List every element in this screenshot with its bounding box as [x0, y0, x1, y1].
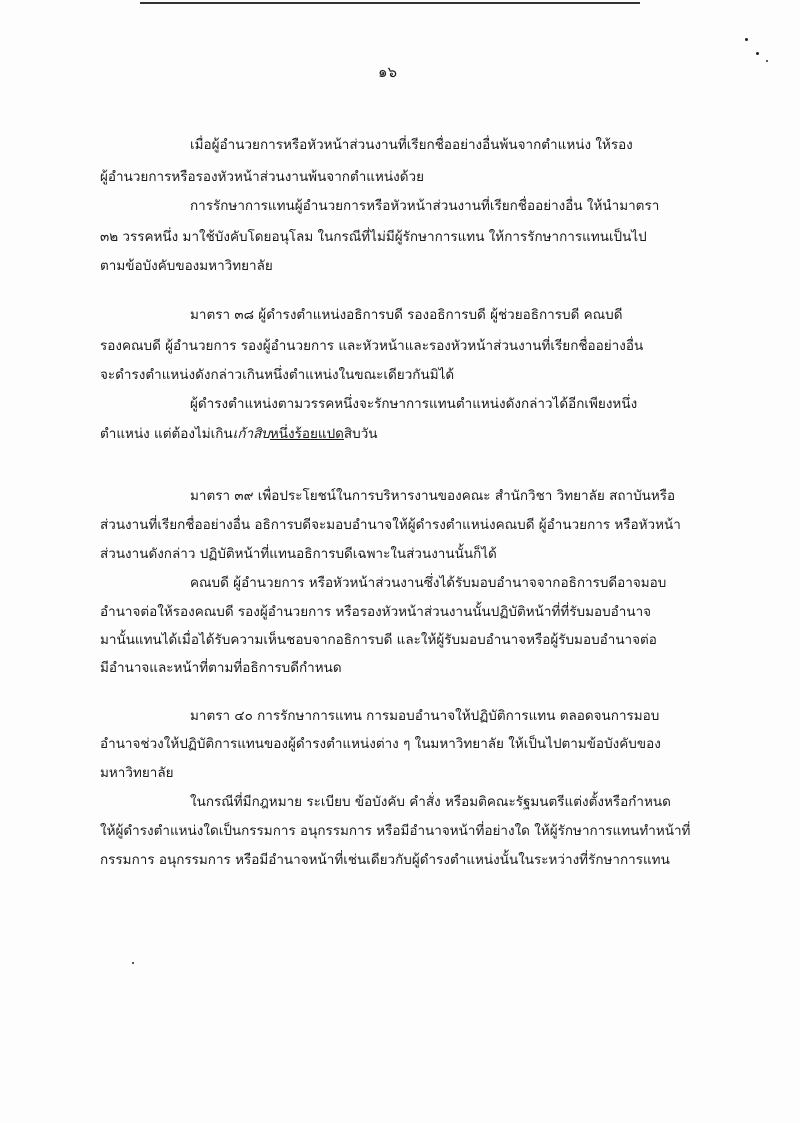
text-line: จะดำรงตำแหน่งดังกล่าวเกินหนึ่งตำแหน่งในขณะเดียวกันมิได้ [100, 367, 455, 383]
amended-text-line [100, 428, 378, 442]
section-38-line: มาตรา ๓๘ ผู้ดำรงตำแหน่งอธิการบดี รองอธิการบดี ผู้ช่วยอธิการบดี คณบดี [190, 307, 623, 323]
text-line: กรรมการ อนุกรรมการ หรือมีอำนาจหน้าที่เช่นเดียวกับผู้ดำรงตำแหน่งนั้นในระหว่างที่รักษาการแทน [100, 852, 670, 868]
text-line: ๓๒ วรรคหนึ่ง มาใช้บังคับโดยอนุโลม ในกรณีที่ไม่มีผู้รักษาการแทน ให้การรักษาการแทนเป็นไป [100, 229, 647, 245]
page-number: ๑๖ [378, 63, 398, 81]
amended-before: ตำแหน่ง แต่ต้องไม่เกิน [100, 426, 233, 442]
scan-speck [132, 962, 134, 964]
top-scan-rule [140, 2, 640, 4]
struck-text: เก้าสิบ [232, 426, 270, 442]
inserted-text: หนึ่งร้อยแปด [269, 426, 344, 442]
scan-speck [756, 52, 759, 55]
text-line: ส่วนงานที่เรียกชื่ออย่างอื่น อธิการบดีจะมอบอำนาจให้ผู้ดำรงตำแหน่งคณบดี ผู้อำนวยการ หรือหัวหน้า [100, 517, 681, 533]
text-line: คณบดี ผู้อำนวยการ หรือหัวหน้าส่วนงานซึ่งได้รับมอบอำนาจจากอธิการบดีอาจมอบ [190, 575, 667, 591]
text-line: ส่วนงานดังกล่าว ปฏิบัติหน้าที่แทนอธิการบดีเฉพาะในส่วนงานนั้นก็ได้ [100, 546, 497, 562]
scan-speck [766, 60, 768, 62]
amended-after: สิบวัน [343, 426, 378, 442]
text-line: มานั้นแทนได้เมื่อได้รับความเห็นชอบจากอธิการบดี และให้ผู้รับมอบอำนาจหรือผู้รับมอบอำนาจต่อ [100, 632, 657, 648]
text-line: มีอำนาจและหน้าที่ตามที่อธิการบดีกำหนด [100, 660, 342, 676]
text-line: ตามข้อบังคับของมหาวิทยาลัย [100, 258, 273, 274]
scan-speck [745, 38, 748, 41]
text-line: ในกรณีที่มีกฎหมาย ระเบียบ ข้อบังคับ คำสั่ง หรือมติคณะรัฐมนตรีแต่งตั้งหรือกำหนด [190, 794, 671, 810]
section-40-line: มาตรา ๔๐ การรักษาการแทน การมอบอำนาจให้ปฏิบัติการแทน ตลอดจนการมอบ [190, 708, 660, 724]
text-line: ผู้ดำรงตำแหน่งตามวรรคหนึ่งจะรักษาการแทนตำแหน่งดังกล่าวได้อีกเพียงหนึ่ง [190, 396, 638, 412]
text-line: การรักษาการแทนผู้อำนวยการหรือหัวหน้าส่วนงานที่เรียกชื่ออย่างอื่น ให้นำมาตรา [190, 198, 660, 214]
text-line: รองคณบดี ผู้อำนวยการ รองผู้อำนวยการ และหัวหน้าและรองหัวหน้าส่วนงานที่เรียกชื่ออย่างอื่น [100, 338, 644, 354]
text-line: เมื่อผู้อำนวยการหรือหัวหน้าส่วนงานที่เรียกชื่ออย่างอื่นพ้นจากตำแหน่ง ให้รอง [190, 137, 633, 153]
section-39-line: มาตรา ๓๙ เพื่อประโยชน์ในการบริหารงานของคณะ สำนักวิชา วิทยาลัย สถาบันหรือ [190, 488, 676, 504]
text-line: มหาวิทยาลัย [100, 765, 174, 781]
text-line: ผู้อำนวยการหรือรองหัวหน้าส่วนงานพ้นจากตำแหน่งด้วย [100, 169, 424, 185]
text-line: ให้ผู้ดำรงตำแหน่งใดเป็นกรรมการ อนุกรรมการ หรือมีอำนาจหน้าที่อย่างใด ให้ผู้รักษาการแทนทำหน้าที่ [100, 823, 691, 839]
text-line: อำนาจต่อให้รองคณบดี รองผู้อำนวยการ หรือรองหัวหน้าส่วนงานนั้นปฏิบัติหน้าที่ที่รับมอบอำนาจ [100, 604, 652, 620]
text-line: อำนาจช่วงให้ปฏิบัติการแทนของผู้ดำรงตำแหน่งต่าง ๆ ในมหาวิทยาลัย ให้เป็นไปตามข้อบังคับของ [100, 736, 661, 752]
